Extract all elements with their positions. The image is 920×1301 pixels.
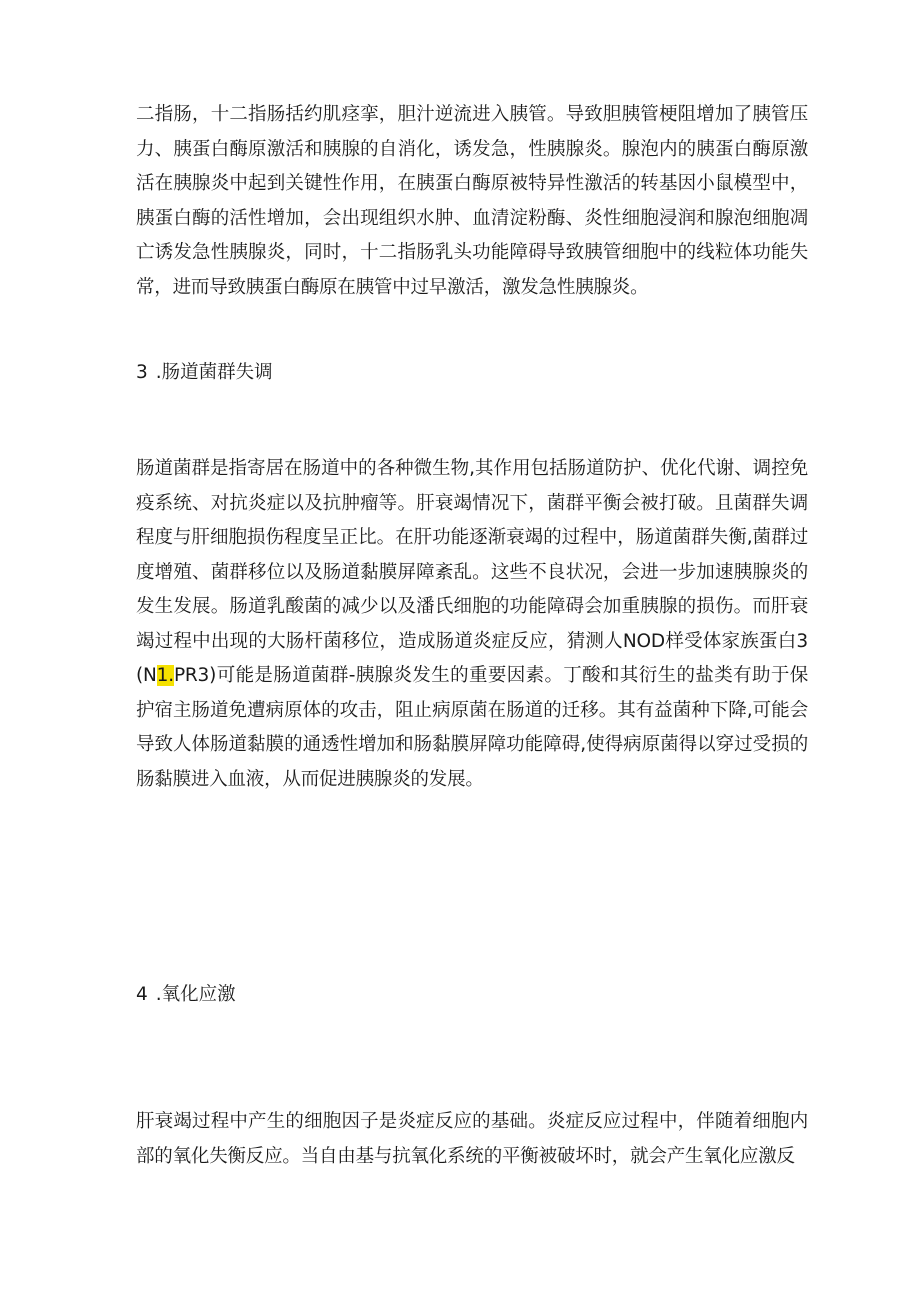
section-number: 3 — [136, 362, 148, 383]
paragraph-oxidative-stress: 肝衰竭过程中产生的细胞因子是炎症反应的基础。炎症反应过程中，伴随着细胞内部的氧化失衡反应。当自由基与抗氧化系统的平衡被破坏时，就会产生氧化应激反 — [136, 1111, 808, 1167]
section-heading-3 — [136, 356, 273, 391]
section-number: 4 — [136, 984, 148, 1005]
paragraph-pancreatitis-mechanism: 二指肠，十二指肠括约肌痉挛，胆汁逆流进入胰管。导致胆胰管梗阻增加了胰管压力、胰蛋白酶原激活和胰腺的自消化，诱发急，性胰腺炎。腺泡内的胰蛋白酶原激活在胰腺炎中起到关键性作用，在胰蛋白酶原被特异性激活的转基因小鼠模型中，胰蛋白酶的活性增加，会出现组织水肿、血清淀粉酶、炎性细胞浸润和腺泡细胞凋亡诱发急性胰腺炎，同时，十二指肠乳头功能障碍导致胰管细胞中的线粒体功能失常，进而导致胰蛋白酶原在胰管中过早激活，激发急性胰腺炎。 — [136, 104, 808, 298]
paragraph-text: PR3)可能是肠道菌群-胰腺炎发生的重要因素。丁酸和其衍生的盐类有助于保护宿主肠道免遭病原体的攻击，阻止病原菌在肠道的迁移。其有益菌种下降,可能会导致人体肠道黏膜的通透性增加和肠黏膜屏障功能障碍,使得病原菌得以穿过受损的肠黏膜进入血液，从而促进胰腺炎的发展。 — [136, 665, 808, 790]
section-title: .肠道菌群失调 — [155, 362, 273, 383]
paragraph-gut-microbiota — [136, 452, 808, 797]
section-title: .氧化应激 — [155, 984, 236, 1005]
paragraph-text: 肠道菌群是指寄居在肠道中的各种微生物,其作用包括肠道防护、优化代谢、调控免疫系统、对抗炎症以及抗肿瘤等。肝衰竭情况下，菌群平衡会被打破。且菌群失调程度与肝细胞损伤程度呈正比。在肝功能逐渐衰竭的过程中，肠道菌群失衡,菌群过度增殖、菌群移位以及肠道黏膜屏障紊乱。这些不良状况，会进一步加速胰腺炎的发生发展。肠道乳酸菌的减少以及潘氏细胞的功能障碍会加重胰腺的损伤。而肝衰竭过程中出现的大肠杆菌移位，造成肠道炎症反应，猜测人NOD样受体家族蛋白3(N — [136, 458, 808, 686]
section-heading-4 — [136, 978, 236, 1013]
highlighted-text: 1. — [156, 665, 174, 686]
